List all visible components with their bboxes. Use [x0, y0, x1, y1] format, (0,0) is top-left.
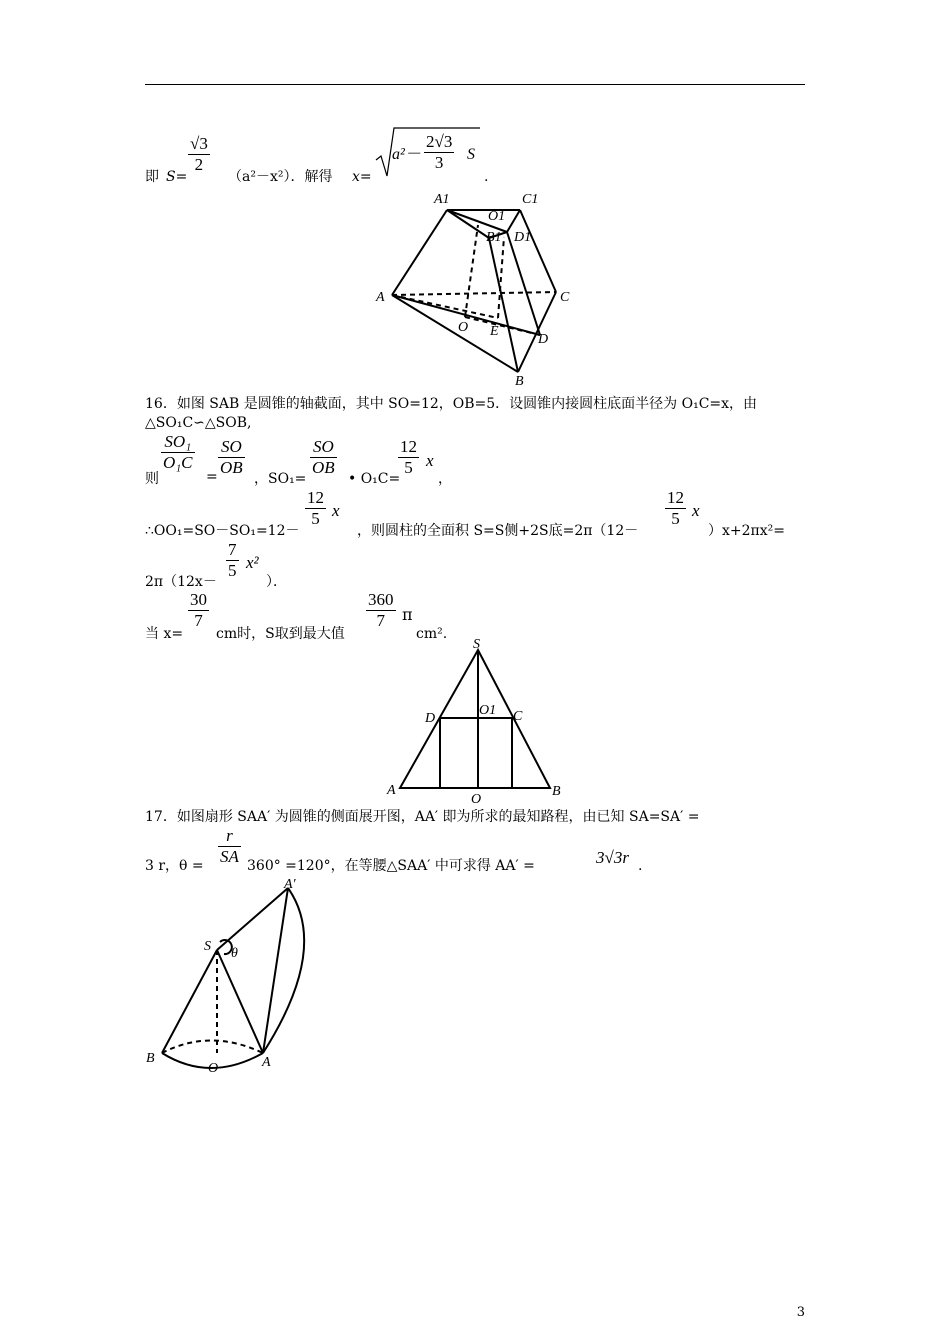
p16-x1: x: [426, 451, 434, 470]
label-O: O: [458, 320, 469, 335]
label-O1: O1: [488, 209, 506, 224]
p16-frac-7-5: $\frac{7}{5}$: [228, 540, 237, 580]
p15-paren: （a²－x²）．解得: [228, 169, 333, 185]
p16-line5-a: 当 x=: [145, 626, 184, 642]
label-D: D: [538, 332, 549, 347]
cone-unfold-figure: [140, 878, 330, 1078]
p16-line4-b: ）．: [266, 574, 287, 590]
p15-end: .: [484, 169, 489, 185]
label-A-prime: A′: [284, 877, 296, 892]
label-O1: O1: [479, 703, 497, 718]
label-B: B: [515, 374, 524, 389]
p16-frac-so-ob: $\frac{SO}{OB}$: [220, 437, 243, 477]
label-C1: C1: [522, 192, 539, 207]
p16-line3-a: ∴OO₁=SO－SO₁=12－: [145, 523, 300, 539]
theta-icon: θ: [231, 946, 238, 961]
p16-line3-c: ）x+2πx²=: [708, 523, 785, 539]
p15-frac-2sqrt3-over-3: $\frac{2√3}{3}$: [426, 132, 453, 172]
p16-frac-360-7: $\frac{360}{7}$: [368, 590, 394, 630]
p16-line4-a: 2π（12x－: [145, 574, 217, 590]
p16-frac-12-5-b: $\frac{12}{5}$: [307, 488, 324, 528]
p15-s-eq: S=: [166, 169, 188, 185]
p15-sqrt-a2: a²－: [392, 146, 421, 163]
label-C: C: [560, 290, 570, 305]
p16-line5-c: cm².: [416, 626, 448, 642]
p16-line2: △SO₁C∽△SOB,: [145, 415, 252, 431]
p16-x3: x: [692, 501, 700, 520]
label-O: O: [208, 1061, 219, 1076]
label-A: A: [376, 290, 385, 305]
label-E: E: [490, 324, 499, 339]
p16-frac-30-7: $\frac{30}{7}$: [190, 590, 207, 630]
p16-line1: 16．如图 SAB 是圆锥的轴截面，其中 SO=12，OB=5．设圆锥内接圆柱底面半径为 O₁C=x，由: [145, 396, 758, 412]
p16-x2: x: [332, 501, 340, 520]
p16-eq: =: [206, 469, 218, 485]
label-A: A: [262, 1055, 271, 1070]
label-C: C: [513, 709, 523, 724]
label-A: A: [387, 783, 396, 798]
label-D1: D1: [514, 230, 532, 245]
p15-prefix: 即: [145, 169, 159, 185]
p17-result: 3√3r: [596, 848, 629, 867]
p16-line5-b: cm时，S取到最大值: [216, 626, 345, 642]
label-S: S: [473, 637, 480, 652]
p16-frac-so-ob-2: $\frac{SO}{OB}$: [312, 437, 335, 477]
label-O: O: [471, 792, 482, 807]
label-B1: B1: [486, 230, 502, 245]
frustum-figure: [370, 185, 580, 390]
p17-line1: 17．如图扇形 SAA′ 为圆锥的侧面展开图，AA′ 即为所求的最知路程，由已知 SA=SA′ =: [145, 809, 700, 825]
label-D: D: [425, 711, 436, 726]
p15-sqrt-s: S: [467, 146, 475, 163]
p17-end: .: [638, 858, 643, 874]
label-B: B: [552, 784, 561, 799]
p16-dot-o1c: • O₁C=: [348, 471, 401, 487]
p16-so1-eq: ，SO₁=: [254, 471, 307, 487]
header-rule: [145, 84, 805, 85]
label-B: B: [146, 1051, 155, 1066]
p16-comma: ，: [438, 471, 452, 487]
label-A1: A1: [434, 192, 450, 207]
p17-line2-a: 3 r，θ =: [145, 858, 204, 874]
page-number: 3: [796, 1305, 805, 1320]
p15-frac-sqrt3-over-2: $\frac{√3}{2}$: [190, 134, 208, 174]
label-S: S: [204, 939, 211, 954]
p16-x-squared: x²: [246, 553, 259, 572]
p16-frac-12-5-c: $\frac{12}{5}$: [667, 488, 684, 528]
p16-ze: 则: [145, 471, 159, 487]
p17-frac-r-sa: $\frac{r}{SA}$: [220, 826, 239, 866]
p15-x-eq: x=: [352, 169, 372, 185]
p16-pi: π: [402, 605, 413, 624]
p16-frac-12-5: $\frac{12}{5}$: [400, 437, 417, 477]
p16-frac-so1-o1c: $\frac{\text{SO₁}}{\text{O₁C}}$: [163, 432, 193, 472]
p16-line3-b: ，则圆柱的全面积 S=S侧+2S底=2π（12－: [357, 523, 639, 539]
cone-section-figure: [385, 638, 570, 808]
p17-line2-b: 360° =120°，在等腰△SAA′ 中可求得 AA′ =: [247, 858, 535, 874]
